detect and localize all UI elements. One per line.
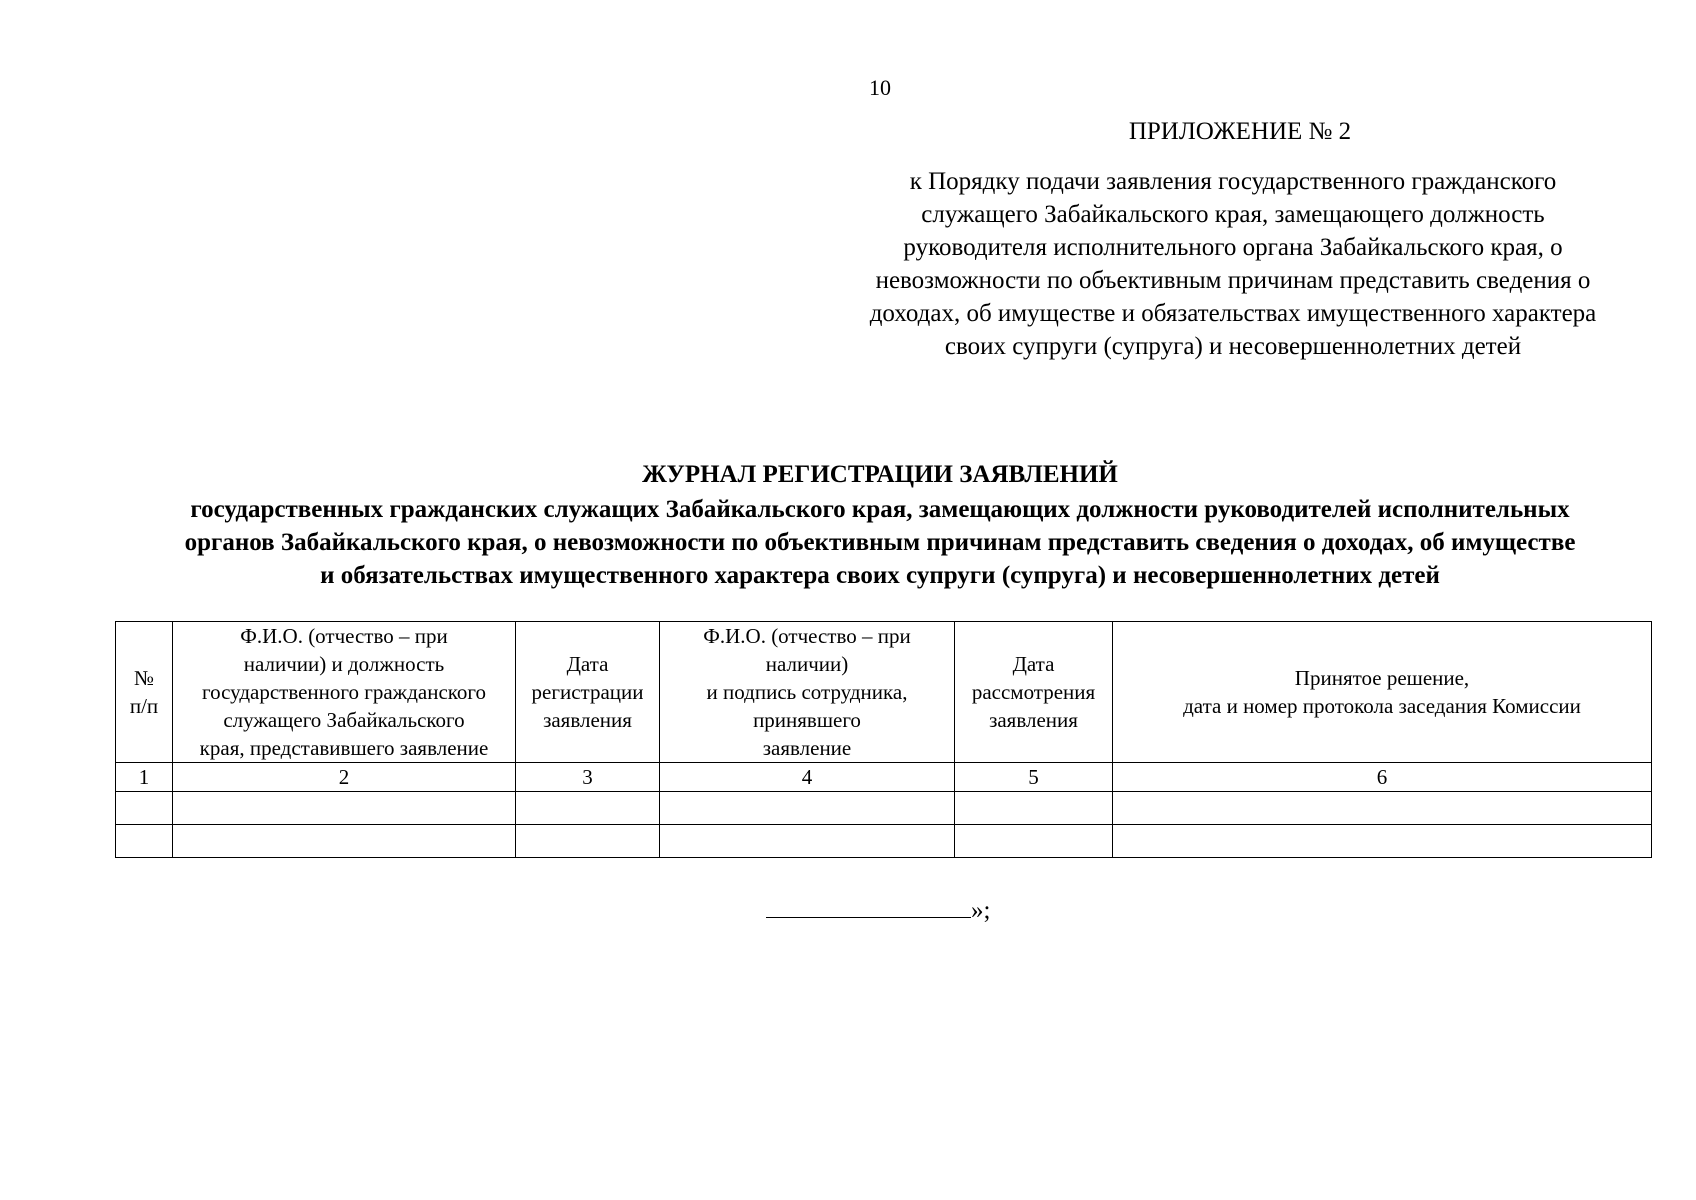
header-line: дата и номер протокола заседания Комиссии bbox=[1183, 694, 1581, 718]
header-line: заявления bbox=[989, 708, 1078, 732]
header-cell-number bbox=[116, 622, 173, 763]
empty-cell bbox=[516, 825, 660, 858]
table-row bbox=[116, 825, 1652, 858]
column-number: 6 bbox=[1113, 763, 1652, 792]
header-cell-employee bbox=[173, 622, 516, 763]
header-line: рассмотрения bbox=[971, 680, 1096, 704]
header-cell-decision bbox=[1113, 622, 1652, 763]
column-number: 2 bbox=[173, 763, 516, 792]
header-cell-review-date bbox=[955, 622, 1113, 763]
empty-cell bbox=[660, 792, 955, 825]
header-line: заявление bbox=[762, 736, 852, 760]
table-header-row bbox=[116, 622, 1652, 763]
header-line: Ф.И.О. (отчество – при bbox=[703, 624, 911, 648]
header-line: Принятое решение, bbox=[1294, 666, 1470, 690]
empty-cell bbox=[1113, 825, 1652, 858]
appendix-subtitle-line: своих супруги (супруга) и несовершеннолетних детей bbox=[944, 333, 1522, 360]
header-line: п/п bbox=[129, 694, 159, 718]
header-line: государственного гражданского bbox=[201, 680, 486, 704]
appendix-subtitle-line: руководителя исполнительного органа Забайкальского края, о bbox=[903, 234, 1563, 261]
header-line: наличии) bbox=[765, 652, 849, 676]
page-number: 10 bbox=[869, 75, 891, 100]
journal-subheading-line: и обязательствах имущественного характера своих супруги (супруга) и несовершеннолетних детей bbox=[320, 562, 1440, 589]
appendix-subtitle-line: доходах, об имуществе и обязательствах имущественного характера bbox=[869, 300, 1597, 327]
journal-heading: ЖУРНАЛ РЕГИСТРАЦИИ ЗАЯВЛЕНИЙ bbox=[642, 461, 1118, 488]
column-number: 5 bbox=[955, 763, 1113, 792]
appendix-subtitle-line: к Порядку подачи заявления государственного гражданского bbox=[909, 168, 1557, 195]
column-number: 1 bbox=[116, 763, 173, 792]
empty-cell bbox=[516, 792, 660, 825]
column-number: 4 bbox=[660, 763, 955, 792]
column-number: 3 bbox=[516, 763, 660, 792]
column-number-row bbox=[116, 763, 1652, 792]
header-cell-receiver bbox=[660, 622, 955, 763]
header-line: Дата bbox=[1012, 652, 1055, 676]
registration-journal-table bbox=[115, 621, 1652, 858]
appendix-subtitle-line: невозможности по объективным причинам представить сведения о bbox=[875, 267, 1591, 294]
closing-line bbox=[766, 893, 990, 926]
appendix-title: ПРИЛОЖЕНИЕ № 2 bbox=[1128, 118, 1352, 145]
empty-cell bbox=[660, 825, 955, 858]
empty-cell bbox=[116, 825, 173, 858]
header-line: принявшего bbox=[753, 708, 861, 732]
header-line: края, представившего заявление bbox=[199, 736, 489, 760]
empty-cell bbox=[955, 825, 1113, 858]
header-line: № bbox=[133, 666, 155, 690]
empty-cell bbox=[116, 792, 173, 825]
empty-cell bbox=[173, 792, 516, 825]
closing-quote: »; bbox=[971, 897, 991, 924]
blank-underline bbox=[766, 893, 971, 918]
header-line: наличии) и должность bbox=[243, 652, 445, 676]
empty-cell bbox=[955, 792, 1113, 825]
journal-subheading-line: органов Забайкальского края, о невозможности по объективным причинам представить сведения о доходах, об имуществе bbox=[184, 529, 1576, 556]
header-line: и подпись сотрудника, bbox=[706, 680, 908, 704]
appendix-subtitle bbox=[808, 165, 1658, 363]
table-row bbox=[116, 792, 1652, 825]
empty-cell bbox=[173, 825, 516, 858]
header-line: служащего Забайкальского bbox=[223, 708, 465, 732]
appendix-subtitle-line: служащего Забайкальского края, замещающего должность bbox=[921, 201, 1545, 228]
journal-subheading-line: государственных гражданских служащих Забайкальского края, замещающих должности руководителей исполнительных bbox=[190, 496, 1570, 523]
empty-cell bbox=[1113, 792, 1652, 825]
header-line: заявления bbox=[543, 708, 632, 732]
header-line: регистрации bbox=[531, 680, 644, 704]
header-line: Дата bbox=[566, 652, 609, 676]
header-cell-registration-date bbox=[516, 622, 660, 763]
header-line: Ф.И.О. (отчество – при bbox=[240, 624, 448, 648]
journal-subheading bbox=[100, 493, 1660, 592]
